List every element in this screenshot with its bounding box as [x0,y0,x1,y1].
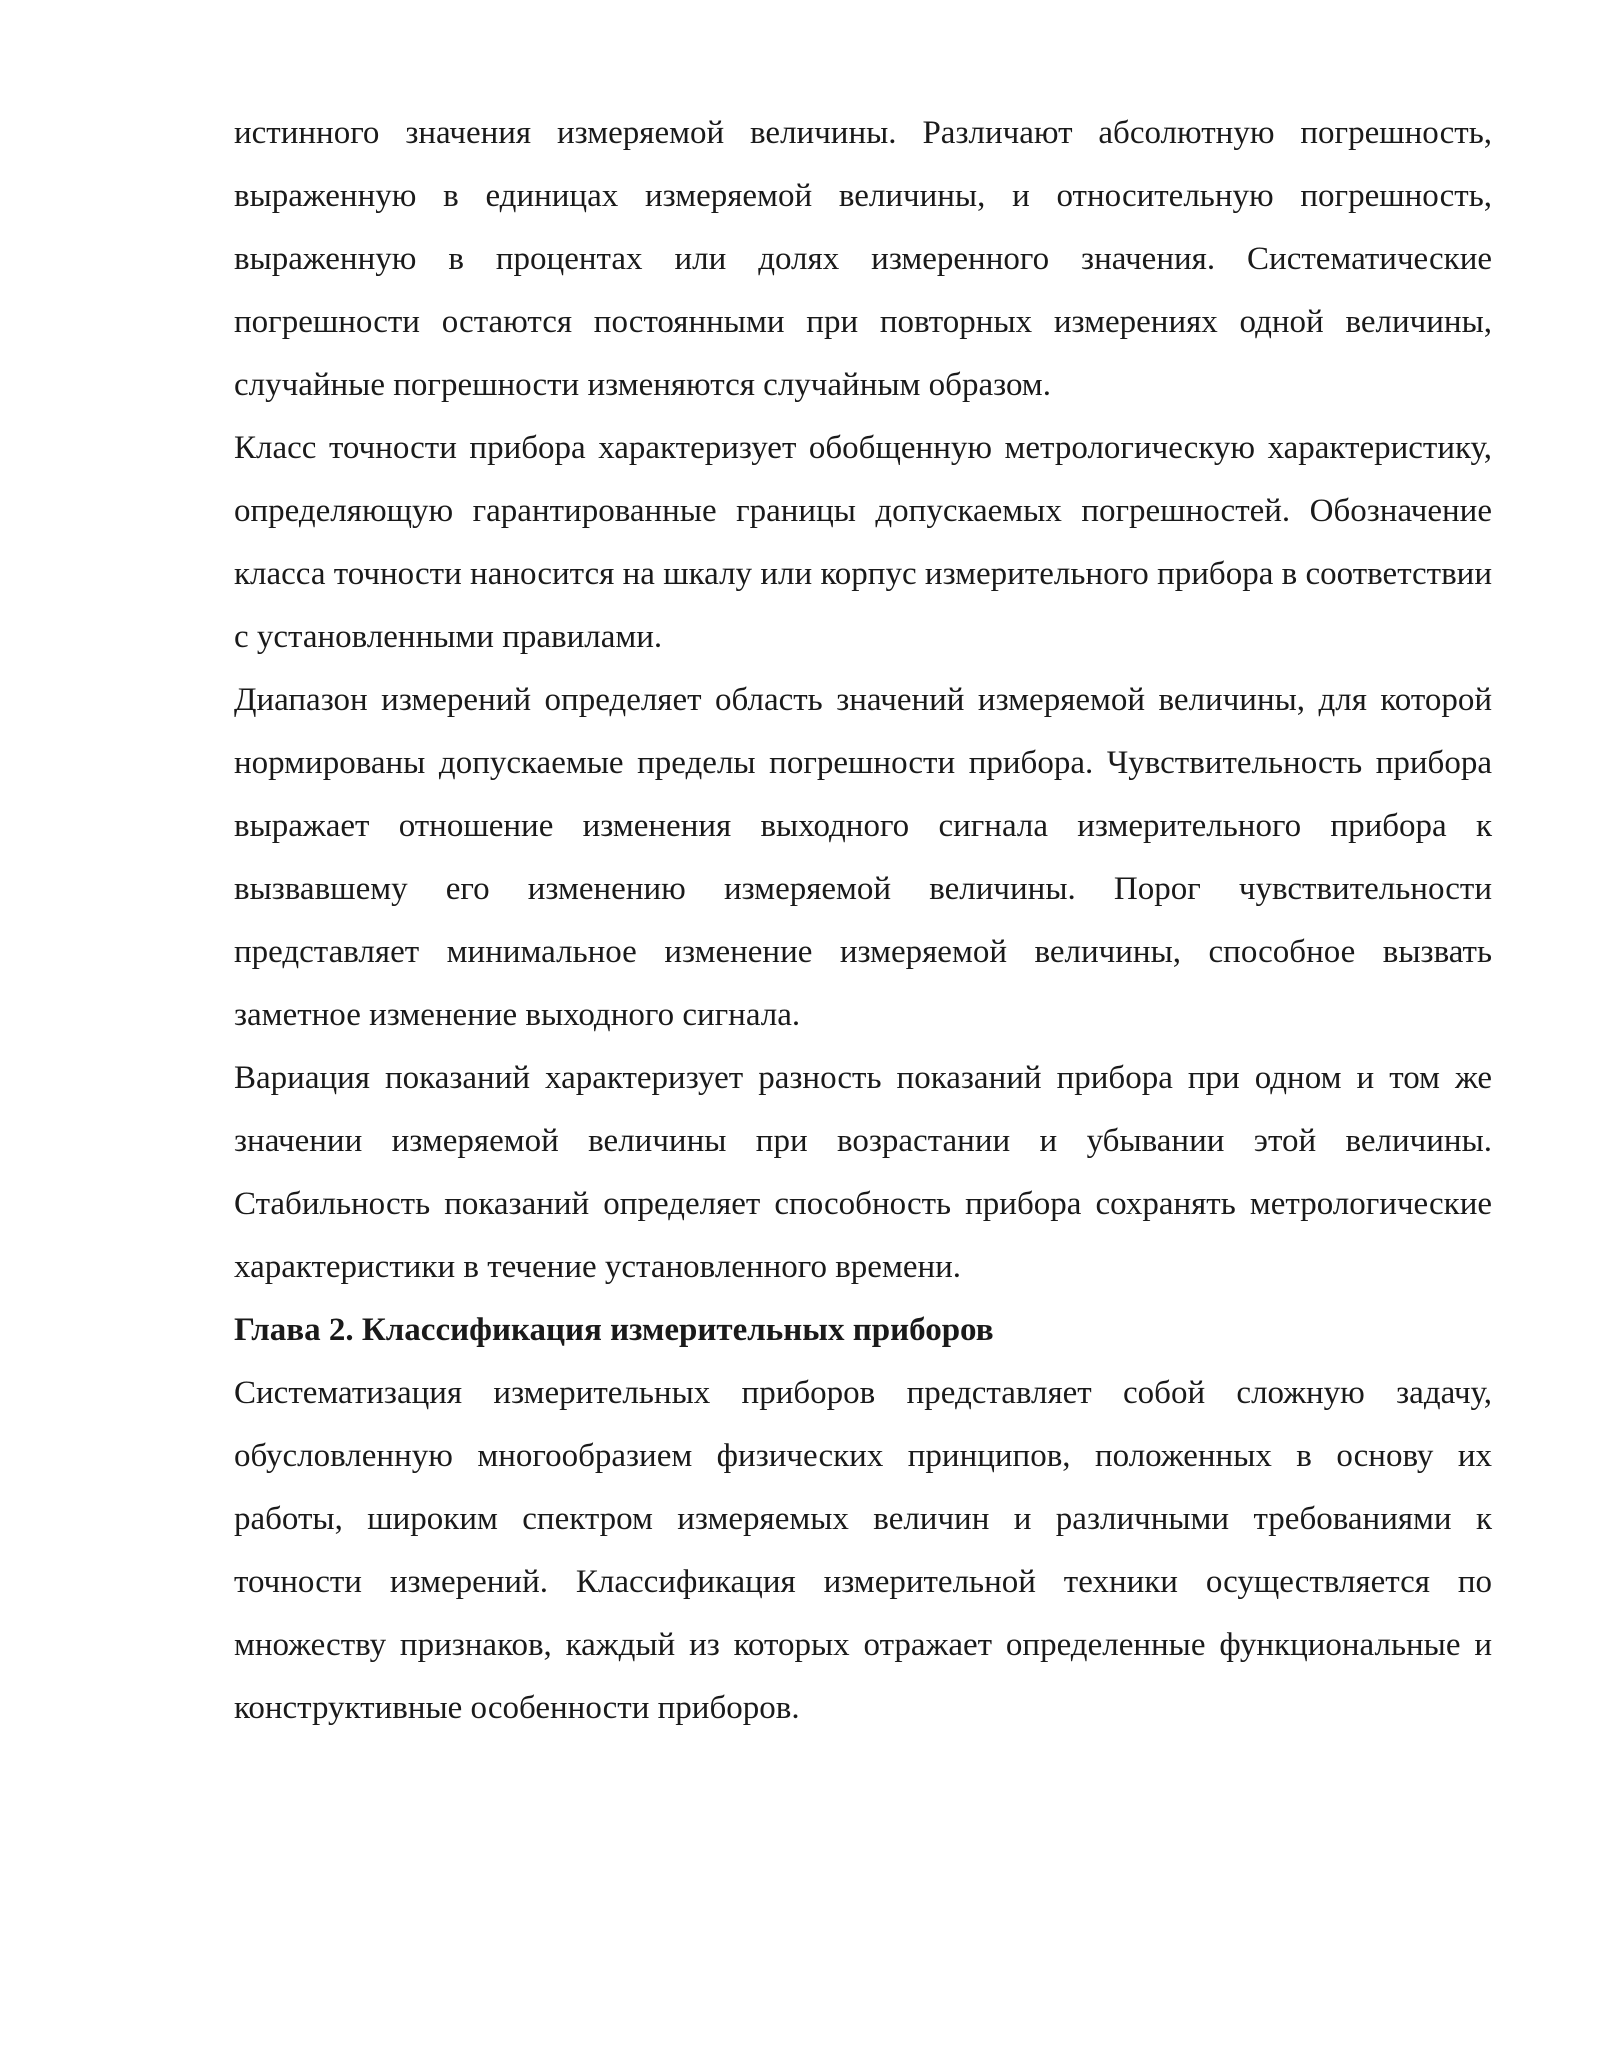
chapter-heading: Глава 2. Классификация измерительных приборов [234,1312,994,1348]
paragraph-accuracy-class: Класс точности прибора характеризует обобщенную метрологическую характеристику, определяющую гарантированные границы допускаемых погрешностей. Обозначение класса точности наносится на шкалу или корпус измерительного прибора в соответствии с установленными правилами. [234,430,1492,655]
document-body [234,102,1492,1740]
paragraph-errors: истинного значения измеряемой величины. Различают абсолютную погрешность, выраженную в единицах измеряемой величины, и относительную погрешность, выраженную в процентах или долях измеренного значения. Систематические погрешности остаются постоянными при повторных измерениях одной величины, случайные погрешности изменяются случайным образом. [234,115,1492,403]
paragraph-measurement-range: Диапазон измерений определяет область значений измеряемой величины, для которой нормированы допускаемые пределы погрешности прибора. Чувствительность прибора выражает отношение изменения выходного сигнала измерительного прибора к вызвавшему его изменению измеряемой величины. Порог чувствительности представляет минимальное изменение измеряемой величины, способное вызвать заметное изменение выходного сигнала. [234,682,1492,1033]
paragraph-variation: Вариация показаний характеризует разность показаний прибора при одном и том же значении измеряемой величины при возрастании и убывании этой величины. Стабильность показаний определяет способность прибора сохранять метрологические характеристики в течение установленного времени. [234,1060,1492,1285]
paragraph-systematization: Систематизация измерительных приборов представляет собой сложную задачу, обусловленную многообразием физических принципов, положенных в основу их работы, широким спектром измеряемых величин и различными требованиями к точности измерений. Классификация измерительной техники осуществляется по множеству признаков, каждый из которых отражает определенные функциональные и конструктивные особенности приборов. [234,1375,1492,1726]
